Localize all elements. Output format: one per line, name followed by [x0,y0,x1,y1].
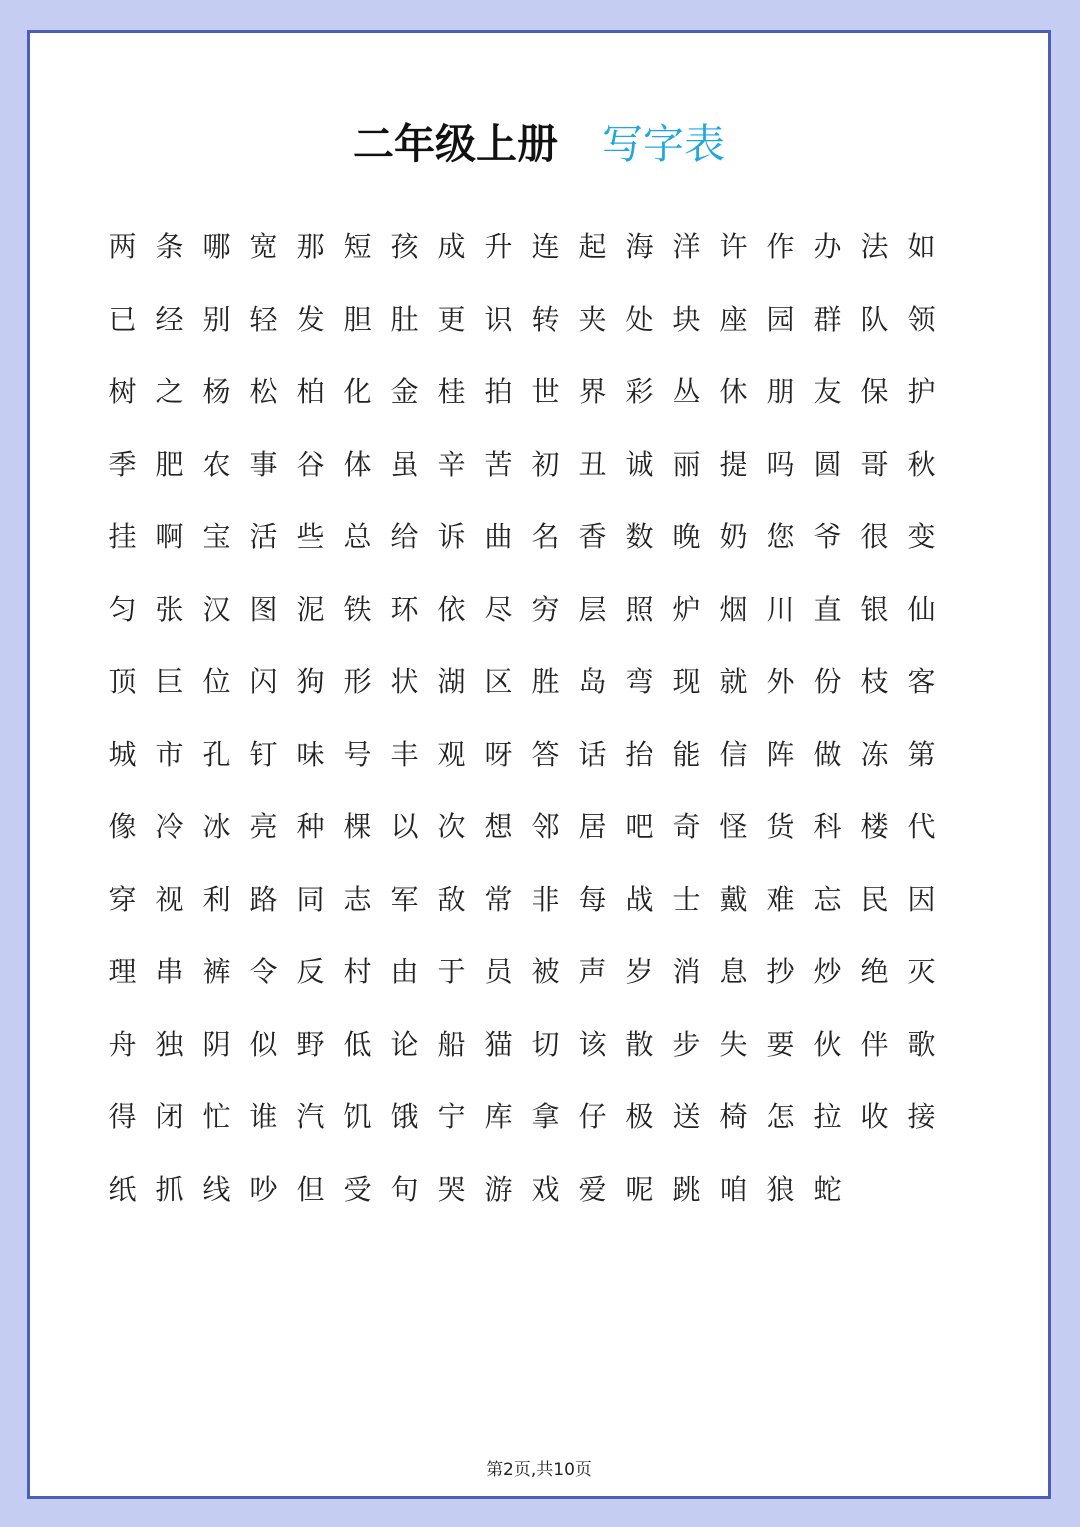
character-cell: 怎 [766,1100,795,1134]
character-cell: 轻 [249,302,278,336]
character-cell: 短 [343,230,372,264]
character-cell: 居 [578,810,607,844]
character-cell: 挂 [108,520,137,554]
character-row [99,574,999,647]
character-cell: 别 [202,302,231,336]
character-cell: 味 [296,737,325,771]
character-cell: 尽 [484,592,513,626]
character-cell: 位 [202,665,231,699]
character-cell: 友 [813,375,842,409]
character-cell: 体 [343,447,372,481]
character-cell: 照 [625,592,654,626]
character-cell: 丰 [390,737,419,771]
character-cell: 客 [907,665,936,699]
character-cell: 宽 [249,230,278,264]
character-cell: 每 [578,882,607,916]
character-cell: 护 [907,375,936,409]
character-cell: 依 [437,592,466,626]
character-row [99,211,999,284]
character-cell: 村 [343,955,372,989]
character-cell: 成 [437,230,466,264]
character-cell: 哭 [437,1172,466,1206]
character-cell: 非 [531,882,560,916]
character-cell: 狼 [766,1172,795,1206]
page-number: 第2页,共10页 [486,1460,592,1480]
character-cell: 识 [484,302,513,336]
character-cell: 岁 [625,955,654,989]
character-cell: 发 [296,302,325,336]
character-cell: 饥 [343,1100,372,1134]
character-cell: 形 [343,665,372,699]
character-cell: 柏 [296,375,325,409]
character-cell: 咱 [719,1172,748,1206]
character-cell: 枝 [860,665,889,699]
character-cell: 辛 [437,447,466,481]
character-cell: 吧 [625,810,654,844]
character-cell: 总 [343,520,372,554]
character-cell: 孩 [390,230,419,264]
character-cell: 如 [907,230,936,264]
character-cell: 条 [155,230,184,264]
character-cell: 秋 [907,447,936,481]
character-cell: 论 [390,1027,419,1061]
character-cell: 保 [860,375,889,409]
character-cell: 独 [155,1027,184,1061]
character-cell: 曲 [484,520,513,554]
character-cell: 川 [766,592,795,626]
character-cell: 季 [108,447,137,481]
character-cell: 息 [719,955,748,989]
character-cell: 敌 [437,882,466,916]
character-cell: 起 [578,230,607,264]
character-cell: 要 [766,1027,795,1061]
character-row [99,501,999,574]
character-cell: 舟 [108,1027,137,1061]
character-cell: 号 [343,737,372,771]
character-cell: 两 [108,230,137,264]
character-cell: 丽 [672,447,701,481]
character-cell: 以 [390,810,419,844]
character-cell: 直 [813,592,842,626]
character-cell: 作 [766,230,795,264]
character-cell: 怪 [719,810,748,844]
character-cell: 吗 [766,447,795,481]
character-cell: 炒 [813,955,842,989]
character-cell: 能 [672,737,701,771]
character-row [99,864,999,937]
character-cell: 货 [766,810,795,844]
character-cell: 经 [155,302,184,336]
character-cell: 队 [860,302,889,336]
character-cell: 金 [390,375,419,409]
character-cell: 仙 [907,592,936,626]
character-cell: 处 [625,302,654,336]
character-cell: 之 [155,375,184,409]
character-cell: 爷 [813,520,842,554]
character-cell: 忙 [202,1100,231,1134]
character-cell: 代 [907,810,936,844]
character-row [99,936,999,1009]
character-cell: 但 [296,1172,325,1206]
character-cell: 很 [860,520,889,554]
character-cell: 收 [860,1100,889,1134]
character-cell: 奇 [672,810,701,844]
character-cell: 像 [108,810,137,844]
character-cell: 巨 [155,665,184,699]
character-cell: 变 [907,520,936,554]
character-cell: 丛 [672,375,701,409]
character-cell: 志 [343,882,372,916]
character-cell: 科 [813,810,842,844]
character-cell: 诚 [625,447,654,481]
character-cell: 伙 [813,1027,842,1061]
character-cell: 层 [578,592,607,626]
character-cell: 观 [437,737,466,771]
character-cell: 切 [531,1027,560,1061]
character-cell: 烟 [719,592,748,626]
character-cell: 低 [343,1027,372,1061]
character-cell: 话 [578,737,607,771]
character-cell: 给 [390,520,419,554]
character-cell: 哥 [860,447,889,481]
character-cell: 张 [155,592,184,626]
character-cell: 穷 [531,592,560,626]
character-cell: 被 [531,955,560,989]
character-cell: 肚 [390,302,419,336]
character-cell: 狗 [296,665,325,699]
character-cell: 答 [531,737,560,771]
character-cell: 冰 [202,810,231,844]
character-cell: 宁 [437,1100,466,1134]
character-cell: 虽 [390,447,419,481]
character-cell: 现 [672,665,701,699]
character-cell: 法 [860,230,889,264]
character-cell: 穿 [108,882,137,916]
character-cell: 呢 [625,1172,654,1206]
character-cell: 活 [249,520,278,554]
character-cell: 由 [390,955,419,989]
character-cell: 灭 [907,955,936,989]
character-cell: 银 [860,592,889,626]
character-cell: 送 [672,1100,701,1134]
character-row [99,1081,999,1154]
character-cell: 顶 [108,665,137,699]
character-cell: 跳 [672,1172,701,1206]
character-cell: 谁 [249,1100,278,1134]
character-cell: 数 [625,520,654,554]
character-cell: 奶 [719,520,748,554]
character-cell: 因 [907,882,936,916]
character-cell: 失 [719,1027,748,1061]
character-cell: 拿 [531,1100,560,1134]
character-cell: 绝 [860,955,889,989]
title-sub: 写字表 [602,120,725,168]
character-cell: 野 [296,1027,325,1061]
character-cell: 声 [578,955,607,989]
character-row [99,356,999,429]
character-cell: 戴 [719,882,748,916]
character-cell: 棵 [343,810,372,844]
character-cell: 员 [484,955,513,989]
character-cell: 岛 [578,665,607,699]
character-cell: 戏 [531,1172,560,1206]
character-cell: 抓 [155,1172,184,1206]
character-cell: 阴 [202,1027,231,1061]
character-cell: 炉 [672,592,701,626]
character-cell: 常 [484,882,513,916]
character-cell: 农 [202,447,231,481]
character-cell: 化 [343,375,372,409]
character-cell: 猫 [484,1027,513,1061]
character-cell: 升 [484,230,513,264]
character-cell: 受 [343,1172,372,1206]
character-cell: 楼 [860,810,889,844]
character-cell: 理 [108,955,137,989]
character-cell: 朋 [766,375,795,409]
character-cell: 彩 [625,375,654,409]
character-cell: 树 [108,375,137,409]
character-cell: 肥 [155,447,184,481]
character-cell: 事 [249,447,278,481]
character-cell: 蛇 [813,1172,842,1206]
character-cell: 冷 [155,810,184,844]
character-cell: 利 [202,882,231,916]
character-cell: 图 [249,592,278,626]
character-cell: 游 [484,1172,513,1206]
character-cell: 同 [296,882,325,916]
character-cell: 椅 [719,1100,748,1134]
character-cell: 该 [578,1027,607,1061]
character-cell: 名 [531,520,560,554]
character-cell: 谷 [296,447,325,481]
character-cell: 线 [202,1172,231,1206]
character-cell: 于 [437,955,466,989]
character-cell: 爱 [578,1172,607,1206]
character-cell: 界 [578,375,607,409]
character-cell: 忘 [813,882,842,916]
character-cell: 吵 [249,1172,278,1206]
character-cell: 座 [719,302,748,336]
character-cell: 阵 [766,737,795,771]
character-cell: 海 [625,230,654,264]
character-cell: 抬 [625,737,654,771]
character-cell: 您 [766,520,795,554]
character-cell: 串 [155,955,184,989]
character-cell: 拍 [484,375,513,409]
character-cell: 区 [484,665,513,699]
character-cell: 松 [249,375,278,409]
character-cell: 步 [672,1027,701,1061]
character-cell: 休 [719,375,748,409]
character-cell: 散 [625,1027,654,1061]
character-cell: 夹 [578,302,607,336]
character-cell: 伴 [860,1027,889,1061]
character-cell: 些 [296,520,325,554]
character-cell: 令 [249,955,278,989]
title-main: 二年级上册 [353,120,558,168]
character-cell: 已 [108,302,137,336]
character-row [99,1154,999,1227]
character-cell: 接 [907,1100,936,1134]
character-cell: 似 [249,1027,278,1061]
character-cell: 转 [531,302,560,336]
character-cell: 晚 [672,520,701,554]
character-cell: 泥 [296,592,325,626]
character-cell: 就 [719,665,748,699]
character-cell: 做 [813,737,842,771]
character-cell: 反 [296,955,325,989]
character-cell: 许 [719,230,748,264]
character-cell: 更 [437,302,466,336]
character-cell: 民 [860,882,889,916]
character-cell: 汽 [296,1100,325,1134]
character-row [99,429,999,502]
character-cell: 呀 [484,737,513,771]
character-cell: 极 [625,1100,654,1134]
character-cell: 汉 [202,592,231,626]
character-cell: 得 [108,1100,137,1134]
character-cell: 匀 [108,592,137,626]
character-cell: 苦 [484,447,513,481]
character-cell: 哪 [202,230,231,264]
character-cell: 提 [719,447,748,481]
character-cell: 杨 [202,375,231,409]
character-cell: 园 [766,302,795,336]
worksheet-page [27,30,1051,1499]
character-cell: 拉 [813,1100,842,1134]
character-cell: 库 [484,1100,513,1134]
character-cell: 宝 [202,520,231,554]
character-cell: 士 [672,882,701,916]
character-cell: 圆 [813,447,842,481]
character-cell: 群 [813,302,842,336]
character-grid [99,211,999,1226]
character-cell: 种 [296,810,325,844]
character-cell: 初 [531,447,560,481]
character-cell: 邻 [531,810,560,844]
character-cell: 铁 [343,592,372,626]
character-cell: 饿 [390,1100,419,1134]
character-row [99,646,999,719]
character-cell: 想 [484,810,513,844]
character-cell: 市 [155,737,184,771]
character-cell: 领 [907,302,936,336]
character-cell: 啊 [155,520,184,554]
character-cell: 路 [249,882,278,916]
character-cell: 次 [437,810,466,844]
character-cell: 难 [766,882,795,916]
character-cell: 第 [907,737,936,771]
character-cell: 湖 [437,665,466,699]
character-cell: 连 [531,230,560,264]
character-cell: 弯 [625,665,654,699]
character-cell: 洋 [672,230,701,264]
character-cell: 块 [672,302,701,336]
character-cell: 消 [672,955,701,989]
character-cell: 诉 [437,520,466,554]
character-cell: 丑 [578,447,607,481]
character-row [99,284,999,357]
character-cell: 桂 [437,375,466,409]
character-row [99,791,999,864]
character-cell: 纸 [108,1172,137,1206]
character-cell: 仔 [578,1100,607,1134]
character-row [99,719,999,792]
character-cell: 孔 [202,737,231,771]
character-cell: 闪 [249,665,278,699]
character-cell: 句 [390,1172,419,1206]
character-cell: 城 [108,737,137,771]
character-cell: 办 [813,230,842,264]
character-cell: 船 [437,1027,466,1061]
character-cell: 闭 [155,1100,184,1134]
character-cell: 视 [155,882,184,916]
character-row [99,1009,999,1082]
character-cell: 军 [390,882,419,916]
character-cell: 香 [578,520,607,554]
character-cell: 钉 [249,737,278,771]
character-cell: 胜 [531,665,560,699]
character-cell: 环 [390,592,419,626]
character-cell: 歌 [907,1027,936,1061]
character-cell: 那 [296,230,325,264]
page-title [30,119,1048,169]
character-cell: 世 [531,375,560,409]
character-cell: 胆 [343,302,372,336]
character-cell: 裤 [202,955,231,989]
character-cell: 冻 [860,737,889,771]
character-cell: 信 [719,737,748,771]
character-cell: 外 [766,665,795,699]
character-cell: 战 [625,882,654,916]
character-cell: 抄 [766,955,795,989]
character-cell: 亮 [249,810,278,844]
character-cell: 状 [390,665,419,699]
character-cell: 份 [813,665,842,699]
